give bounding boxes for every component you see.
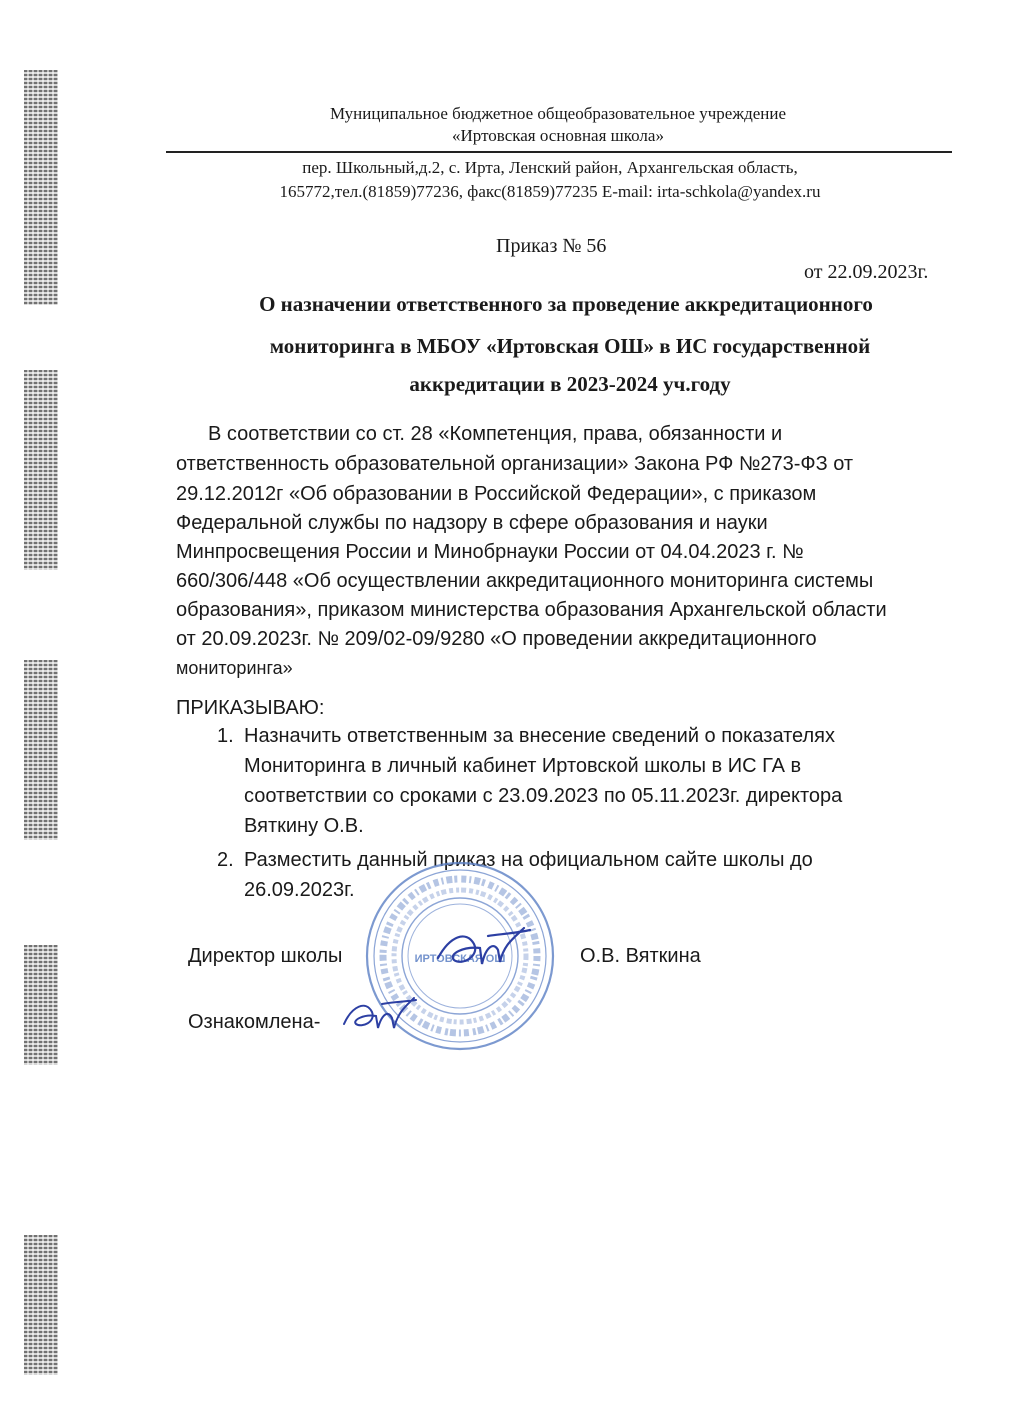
body-line: от 20.09.2023г. № 209/02-09/9280 «О проведении аккредитационного bbox=[176, 628, 817, 650]
list-number: 2. bbox=[217, 849, 234, 871]
scan-artifact bbox=[24, 370, 58, 570]
scan-artifact bbox=[24, 945, 58, 1065]
body-line: Минпросвещения России и Минобрнауки России от 04.04.2023 г. № bbox=[176, 541, 804, 563]
scan-artifact bbox=[24, 1235, 58, 1375]
list-item-line: Разместить данный приказ на официальном сайте школы до bbox=[244, 849, 813, 871]
acknowledgement-signature bbox=[336, 988, 420, 1046]
list-item-line: 26.09.2023г. bbox=[244, 879, 355, 901]
order-title-line1: О назначении ответственного за проведение аккредитационного bbox=[259, 292, 873, 316]
order-title-line3: аккредитации в 2023-2024 уч.году bbox=[409, 372, 731, 396]
list-item-line: Вяткину О.В. bbox=[244, 815, 364, 837]
scan-artifact bbox=[24, 660, 58, 840]
body-line: ответственность образовательной организации» Закона РФ №273-ФЗ от bbox=[176, 453, 854, 475]
command-word: ПРИКАЗЫВАЮ: bbox=[176, 697, 325, 719]
body-line: В соответствии со ст. 28 «Компетенция, права, обязанности и bbox=[208, 423, 783, 445]
list-item-line: Мониторинга в личный кабинет Иртовской школы в ИС ГА в bbox=[244, 755, 802, 777]
body-line: мониторинга» bbox=[176, 658, 293, 678]
order-title-line2: мониторинга в МБОУ «Иртовская ОШ» в ИС государственной bbox=[269, 334, 871, 358]
stamp-center-text: ИРТОВСКАЯ ОШ bbox=[414, 953, 506, 965]
address-line2: 165772,тел.(81859)77236, факс(81859)77235 E-mail: irta-schkola@yandex.ru bbox=[279, 182, 821, 201]
order-date: от 22.09.2023г. bbox=[804, 261, 929, 283]
director-signature bbox=[428, 916, 538, 986]
header-rule bbox=[166, 151, 952, 153]
org-name-line1: Муниципальное бюджетное общеобразовательное учреждение bbox=[329, 104, 787, 123]
order-number: Приказ № 56 bbox=[496, 235, 607, 257]
body-line: 29.12.2012г «Об образовании в Российской Федерации», с приказом bbox=[176, 483, 817, 505]
body-line: 660/306/448 «Об осуществлении аккредитационного мониторинга системы bbox=[176, 570, 874, 592]
address-line1: пер. Школьный,д.2, с. Ирта, Ленский район, Архангельская область, bbox=[302, 158, 798, 177]
acknowledged-label: Ознакомлена- bbox=[188, 1011, 321, 1033]
body-line: Федеральной службы по надзору в сфере образования и науки bbox=[176, 512, 768, 534]
director-name: О.В. Вяткина bbox=[580, 945, 701, 967]
list-item-line: соответствии со сроками с 23.09.2023 по 05.11.2023г. директора bbox=[244, 785, 843, 807]
list-number: 1. bbox=[217, 725, 234, 747]
list-item-line: Назначить ответственным за внесение сведений о показателях bbox=[244, 725, 836, 747]
body-line: образования», приказом министерства образования Архангельской области bbox=[176, 599, 887, 621]
org-name-line2: «Иртовская основная школа» bbox=[452, 126, 664, 145]
director-label: Директор школы bbox=[188, 945, 343, 967]
